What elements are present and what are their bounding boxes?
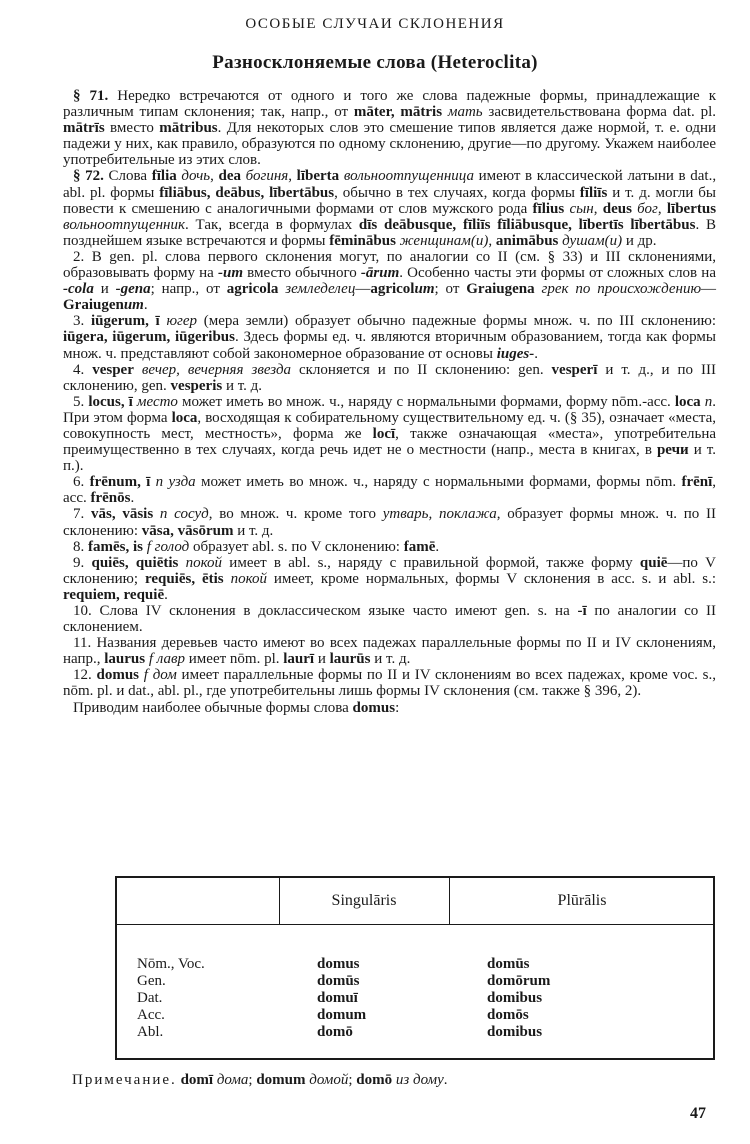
paragraph: 8. famēs, is f голод образует abl. s. по V склонению: famē. [73, 538, 440, 555]
column-header-singular: Singulāris [331, 892, 397, 909]
paragraph: 11. Названия деревьев часто имеют во всех падежах параллельные формы по II и IV склонениям, напр., laurus f лавр имеет nōm. pl. laurī и laurūs и т. д. [63, 635, 716, 668]
page-number: 47 [690, 1105, 706, 1122]
singular-column [317, 956, 366, 1041]
plural-column [487, 956, 550, 1041]
domus-declension-table [115, 876, 715, 1060]
body-text [63, 88, 716, 716]
case-label: Abl. [137, 1024, 164, 1040]
case-column [137, 956, 205, 1041]
plural-form: domibus [487, 990, 543, 1006]
singular-form: domūs [317, 973, 360, 989]
paragraph: 10. Слова IV склонения в доклассическом языке часто имеют gen. s. на -ī по аналогии со II склонением. [63, 603, 716, 636]
footnote [72, 1072, 722, 1089]
singular-form: domuī [317, 990, 358, 1006]
plural-form: domibus [487, 1024, 543, 1040]
paragraph: 7. vās, vāsis n сосуд, во множ. ч. кроме того утварь, поклажа, образует формы множ. ч. по II склонению: vāsa, vāsōrum и т. д. [63, 506, 717, 539]
paragraph: § 71. Нередко встречаются от одного и того же слова падежные формы, принадлежащие к различным типам склонения; так, напр., от māter, mātris мать засвидетельствована форма dat. pl. mātrīs вместо mātribus. Для некоторых слов это смешение типов является даже нормой, т. е. одни падежи у них, как правило, образуются по одному склонению, другие—по другому. Укажем наиболее употребительные из этих слов. [63, 88, 717, 169]
note-label: Примечание. [72, 1072, 177, 1088]
paragraph: 6. frēnum, ī n узда может иметь во множ. ч., наряду с нормальными формами, формы nōm. frēnī, acc. frēnōs. [63, 474, 717, 507]
note-text: domī дома; domum домой; domō из дому. [180, 1072, 448, 1088]
case-label: Dat. [137, 990, 163, 1006]
plural-form: domōs [487, 1007, 529, 1023]
plural-form: domōrum [487, 973, 551, 989]
section-subtitle: Разносклоняемые слова (Heteroclita) [212, 52, 538, 73]
paragraph: § 72. Слова fīlia дочь, dea богиня, līberta вольноотпущенница имеют в классической латыни в dat., abl. pl. формы fīliābus, deābus, lībertābus, обычно в тех случаях, когда формы fīliīs и т. д. могли бы повести к смешению с аналогичными формами от слов мужского рода fīlius сын, deus бог, lībertus вольноотпущенник. Так, всегда в формулах dīs deābusque, fīliīs fīliābusque, lībertīs lībertābus. В позднейшем языке встречаются и формы fēminābus женщинам(и), animābus душам(и) и др. [63, 168, 717, 249]
paragraph: 2. В gen. pl. слова первого склонения могут, по аналогии со II (см. § 33) и III склонениями, образовывать форму на -um вместо обычного -ārum. Особенно часты эти формы от сложных слов на -cola и -gena; напр., от agricola земледелец—agricolum; от Graiugena грек по происхождению—Graiugenum. [63, 248, 717, 314]
paragraph: 9. quiēs, quiētis покой имеет в abl. s., наряду с правильной формой, также форму quiē—по V склонению; requiēs, ētis покой имеет, кроме нормальных, формы V склонения в acc. s. и abl. s.: requiem, requiē. [63, 554, 717, 603]
column-header-plural: Plūrālis [557, 892, 607, 909]
case-label: Acc. [137, 1007, 165, 1023]
table-caption: Приводим наиболее обычные формы слова domus: [73, 699, 400, 716]
case-label: Gen. [137, 973, 166, 989]
paragraph: 5. locus, ī место может иметь во множ. ч., наряду с нормальными формами, форму nōm.-acc. loca n. При этом форма loca, восходящая к собирательному существительному ед. ч. (§ 35), означает «места, совокупность мест, местность», форма же locī, также означающая «места», употребительна преимущественно в тех случаях, когда речь идет не о местности (напр., места в книгах, в речи и т. п.). [63, 393, 717, 475]
section-header: ОСОБЫЕ СЛУЧАИ СКЛОНЕНИЯ [245, 16, 505, 32]
paragraph: 4. vesper вечер, вечерняя звезда склоняется и по II склонению: gen. vesperī и т. д., и по III склонению, gen. vesperis и т. д. [63, 361, 716, 394]
paragraph: 12. domus f дом имеет параллельные формы по II и IV склонениям во всех падежах, кроме voc. s., nōm. pl. и dat., abl. pl., где употребительны лишь формы IV склонения (см. также § 396, 2). [63, 667, 716, 700]
header-divider [117, 924, 713, 925]
case-label: Nōm., Voc. [137, 956, 205, 972]
plural-form: domūs [487, 956, 530, 972]
singular-form: domus [317, 956, 360, 972]
singular-form: domum [317, 1007, 367, 1023]
singular-form: domō [317, 1024, 353, 1040]
paragraph: 3. iūgerum, ī югер (мера земли) образует обычно падежные формы множ. ч. по III склонению: iūgera, iūgerum, iūgeribus. Здесь формы ед. ч. являются вторичным образованием, тогда как формы множ. ч. представляют собой закономерное образование от основы iuges-. [63, 313, 717, 362]
